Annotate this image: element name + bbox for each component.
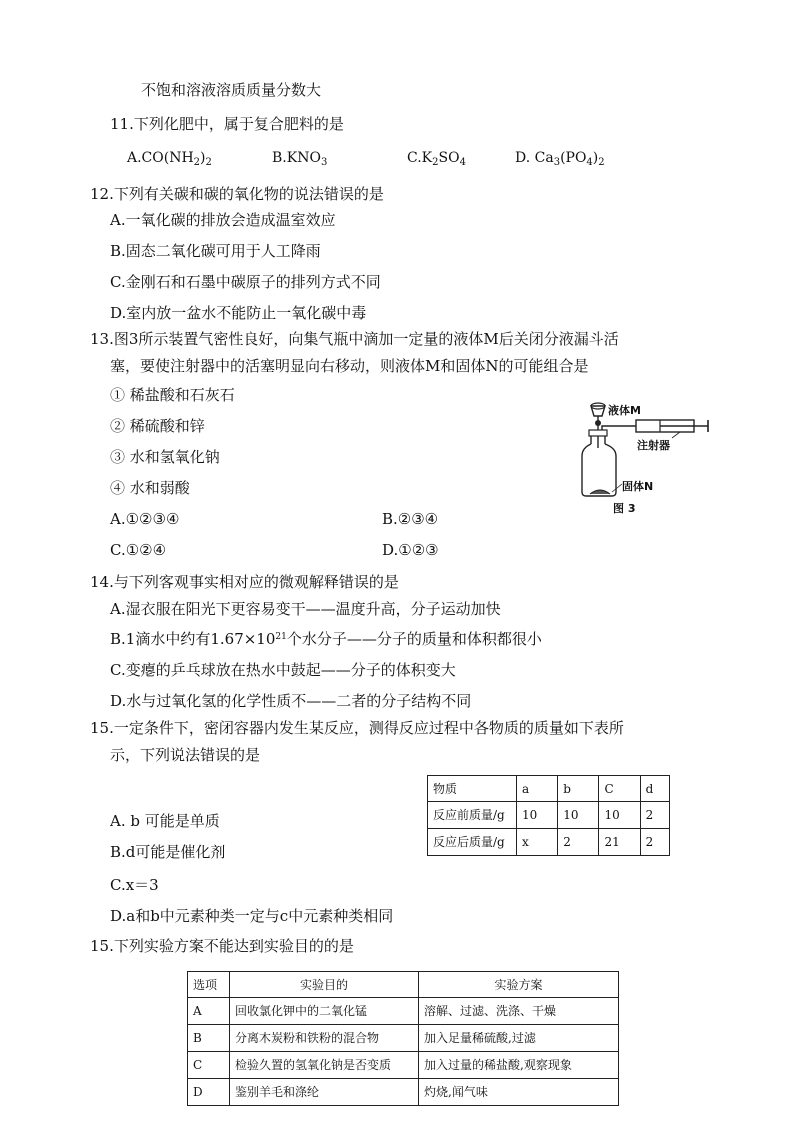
q13-item-3: ③ 水和氢氧化钠: [110, 448, 220, 466]
mass-table: [427, 775, 670, 856]
q13-stem-line2: 塞，要使注射器中的活塞明显向右移动，则液体M和固体N的可能组合是: [110, 357, 589, 375]
q15a-option-a: A. b 可能是单质: [110, 812, 220, 830]
q13-option-b: B.②③④: [382, 510, 439, 528]
table-cell: 加入足量稀硫酸,过滤: [419, 1025, 619, 1052]
table-cell: 选项: [188, 972, 230, 998]
q12-option-c: C.金刚石和石墨中碳原子的排列方式不同: [110, 273, 381, 291]
table-cell: 物质: [428, 776, 517, 802]
table-cell: C: [599, 776, 640, 802]
q12-option-d: D.室内放一盆水不能防止一氧化碳中毒: [110, 304, 367, 322]
table-cell: 10: [558, 802, 599, 829]
table-cell: 加入过量的稀盐酸,观察现象: [419, 1052, 619, 1079]
table-cell: b: [558, 776, 599, 802]
q11-option-b: $B.KNO_3$: [272, 150, 328, 168]
q15a-option-b: B.d可能是催化剂: [110, 843, 226, 861]
liquid-m-label: 液体M: [608, 404, 641, 417]
table-cell: 反应前质量/g: [428, 802, 517, 829]
table-cell: 分离木炭粉和铁粉的混合物: [230, 1025, 419, 1052]
q14-option-d: D.水与过氧化氢的化学性质不——二者的分子结构不同: [110, 692, 472, 710]
q14-option-b: B.1滴水中约有$1.67\times 10^{21}$个水分子——分子的质量和体积都很小: [110, 630, 542, 648]
q15b-stem: 15.下列实验方案不能达到实验目的的是: [90, 937, 354, 955]
table-cell: x: [517, 829, 558, 856]
q14-option-a: A.湿衣服在阳光下更容易变干——温度升高，分子运动加快: [110, 600, 501, 618]
q15a-stem-line2: 示，下列说法错误的是: [110, 746, 261, 764]
q13-stem-line1: 13.图3所示装置气密性良好，向集气瓶中滴加一定量的液体M后关闭分液漏斗活: [90, 330, 619, 348]
table-cell: 灼烧,闻气味: [419, 1079, 619, 1106]
q15a-option-d: D.a和b中元素种类一定与c中元素种类相同: [110, 907, 394, 925]
table-cell: 10: [599, 802, 640, 829]
figure-caption: 图 3: [613, 502, 636, 515]
table-cell: A: [188, 998, 230, 1025]
table-row: [428, 829, 670, 856]
q12-option-b: B.固态二氧化碳可用于人工降雨: [110, 242, 321, 260]
q13-item-4: ④ 水和弱酸: [110, 479, 190, 497]
table-cell: 10: [517, 802, 558, 829]
table-cell: 实验目的: [230, 972, 419, 998]
experiment-table: [187, 971, 619, 1106]
q15a-option-c: C.x＝3: [110, 876, 159, 894]
q13-item-1: ① 稀盐酸和石灰石: [110, 386, 235, 404]
table-cell: a: [517, 776, 558, 802]
table-cell: 溶解、过滤、洗涤、干燥: [419, 998, 619, 1025]
table-row: [188, 1052, 619, 1079]
mass-table-header: [428, 776, 670, 802]
table-cell: 检验久置的氢氧化钠是否变质: [230, 1052, 419, 1079]
syringe-label: 注射器: [637, 439, 670, 452]
q14-option-c: C.变瘪的乒乓球放在热水中鼓起——分子的体积变大: [110, 661, 456, 679]
table-cell: D: [188, 1079, 230, 1106]
table-cell: 回收氯化钾中的二氧化锰: [230, 998, 419, 1025]
experiment-table-header: [188, 972, 619, 998]
q12-stem: 12.下列有关碳和碳的氧化物的说法错误的是: [90, 185, 384, 203]
q11-option-a: $A.CO(NH_2)_2$: [127, 150, 212, 168]
q15a-stem-line1: 15.一定条件下，密闭容器内发生某反应，测得反应过程中各物质的质量如下表所: [90, 719, 624, 737]
q11-stem: 11.下列化肥中，属于复合肥料的是: [110, 115, 344, 133]
table-cell: 实验方案: [419, 972, 619, 998]
solid-n-label: 固体N: [622, 480, 654, 493]
table-row: [188, 1025, 619, 1052]
q13-option-d: D.①②③: [382, 541, 439, 559]
table-row: [188, 998, 619, 1025]
table-cell: d: [640, 776, 669, 802]
table-row: [188, 1079, 619, 1106]
q14-stem: 14.与下列客观事实相对应的微观解释错误的是: [90, 573, 399, 591]
q13-option-c: C.①②④: [110, 541, 167, 559]
q11-option-c: $C.K_2SO_4$: [407, 150, 466, 168]
table-cell: B: [188, 1025, 230, 1052]
q13-item-2: ② 稀硫酸和锌: [110, 417, 205, 435]
table-cell: 21: [599, 829, 640, 856]
table-cell: 2: [640, 802, 669, 829]
q11-option-d: D. $Ca_3(PO_4)_2$: [515, 150, 605, 168]
table-cell: 反应后质量/g: [428, 829, 517, 856]
table-cell: 2: [640, 829, 669, 856]
table-row: [428, 802, 670, 829]
table-cell: 鉴别羊毛和涤纶: [230, 1079, 419, 1106]
continued-text: 不饱和溶液溶质质量分数大: [141, 81, 322, 99]
table-cell: C: [188, 1052, 230, 1079]
table-cell: 2: [558, 829, 599, 856]
q13-option-a: A.①②③④: [110, 510, 180, 528]
q12-option-a: A.一氧化碳的排放会造成温室效应: [110, 211, 336, 229]
